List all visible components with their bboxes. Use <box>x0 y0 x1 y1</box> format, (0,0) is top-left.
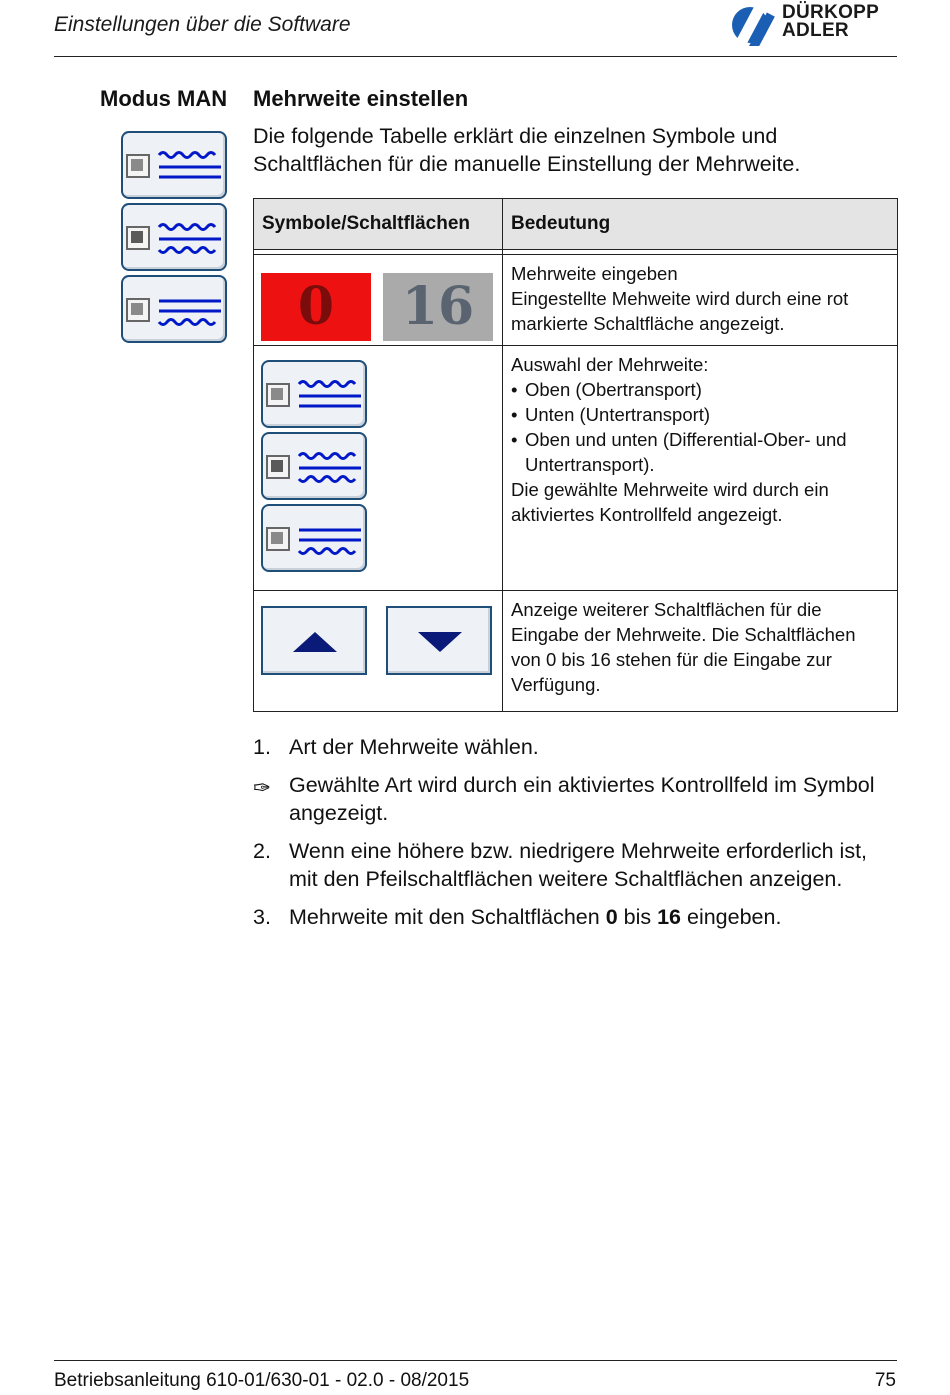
step-2 <box>253 837 898 893</box>
row1-line1: Mehrweite eingeben <box>511 263 678 284</box>
arrow-up-icon <box>261 606 367 675</box>
list-item: • Unten (Untertransport) <box>511 402 889 427</box>
mode-list <box>511 377 889 477</box>
step-text-pre: Mehrweite mit den Schaltflächen <box>289 905 606 929</box>
logo-line-2: ADLER <box>782 20 849 41</box>
step-bold-min: 0 <box>605 905 618 929</box>
intro-paragraph: Die folgende Tabelle erklärt die einzelnen Symbole und Schaltflächen für die manuelle Einstellung der Mehrweite. <box>253 124 801 176</box>
side-label: Modus MAN <box>100 86 228 111</box>
value-button-inactive: 16 <box>383 273 493 341</box>
mode-top-icon <box>261 360 367 428</box>
mode-differential-icon <box>121 203 227 271</box>
checkbox-icon <box>126 298 150 322</box>
step-bold-max: 16 <box>657 905 682 929</box>
checkbox-icon <box>266 455 290 479</box>
step-text-post: eingeben. <box>681 905 782 929</box>
brand-logo <box>729 4 899 46</box>
symbol-cell <box>254 346 503 591</box>
table-row <box>254 255 898 346</box>
value-button-active: 0 <box>261 273 371 341</box>
symbol-cell <box>254 255 503 346</box>
meaning-cell <box>503 591 898 712</box>
margin-icon-stack <box>121 131 227 347</box>
step-number: 1. <box>253 735 271 759</box>
meaning-cell <box>503 255 898 346</box>
logo-text <box>782 4 879 40</box>
checkbox-icon <box>266 383 290 407</box>
row1-line2: Eingestellte Mehweite wird durch eine rot markierte Schaltfläche angezeigt. <box>511 288 849 334</box>
mode-bottom-icon <box>261 504 367 572</box>
result-icon: ✑ <box>253 776 272 800</box>
meaning-cell <box>503 346 898 591</box>
instruction-steps <box>253 733 898 941</box>
header-rule <box>54 56 897 57</box>
row2-intro: Auswahl der Mehrweite: <box>511 354 709 375</box>
list-item: • Oben (Obertransport) <box>511 377 889 402</box>
checkbox-icon <box>266 527 290 551</box>
logo-line-1: DÜRKOPP <box>782 2 880 23</box>
header-symbols: Symbole/Schaltflächen <box>254 199 503 250</box>
step-number: 3. <box>253 905 271 929</box>
page-number: 75 <box>874 1370 896 1391</box>
row2-outro: Die gewählte Mehrweite wird durch ein aktiviertes Kontrollfeld angezeigt. <box>511 479 829 525</box>
step-text: Art der Mehrweite wählen. <box>289 735 539 759</box>
footer-doc-id: Betriebsanleitung 610-01/630-01 - 02.0 - 08/2015 <box>54 1370 470 1391</box>
running-header: Einstellungen über die Software <box>54 13 351 36</box>
table-row <box>254 591 898 712</box>
step-3 <box>253 903 898 931</box>
checkbox-icon <box>126 154 150 178</box>
symbols-table <box>253 198 898 712</box>
step-text: Wenn eine höhere bzw. niedrigere Mehrweite erforderlich ist, mit den Pfeilschaltflächen weitere Schaltflächen anzeigen. <box>289 839 868 891</box>
step-1 <box>253 733 898 761</box>
checkbox-icon <box>126 226 150 250</box>
table-header-row <box>254 199 898 250</box>
footer-rule <box>54 1360 897 1361</box>
symbol-cell <box>254 591 503 712</box>
arrow-down-icon <box>386 606 492 675</box>
mode-differential-icon <box>261 432 367 500</box>
mode-bottom-icon <box>121 275 227 343</box>
header-meaning: Bedeutung <box>503 199 898 250</box>
step-number: 2. <box>253 839 271 863</box>
step-text-mid: bis <box>617 905 658 929</box>
step-result <box>253 771 898 827</box>
list-item: • Oben und unten (Differential-Ober- und Untertransport). <box>511 427 889 477</box>
row3-text: Anzeige weiterer Schaltflächen für die Eingabe der Mehrweite. Die Schaltflächen von 0 bis 16 stehen für die Eingabe zur Verfügung. <box>511 599 856 695</box>
section-title: Mehrweite einstellen <box>253 86 469 111</box>
table-row <box>254 346 898 591</box>
result-text: Gewählte Art wird durch ein aktiviertes Kontrollfeld im Symbol angezeigt. <box>289 773 875 825</box>
mode-top-icon <box>121 131 227 199</box>
logo-mark-icon <box>729 4 781 46</box>
